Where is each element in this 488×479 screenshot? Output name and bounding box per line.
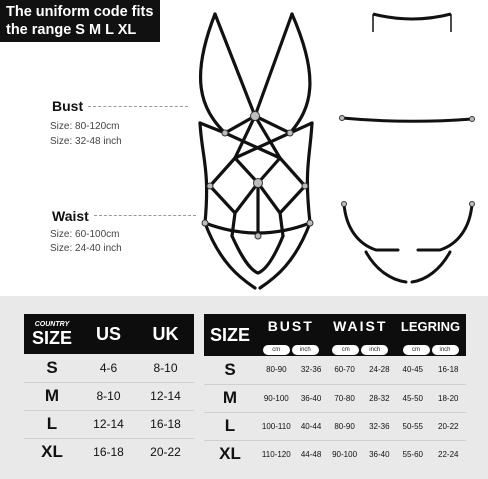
us-cell: 16-18 xyxy=(80,438,137,466)
size-cell: M xyxy=(204,384,256,412)
table-row xyxy=(24,382,194,410)
uk-cell: 16-18 xyxy=(137,410,194,438)
table-row xyxy=(24,354,194,382)
waist-inch-cell: 24-28 xyxy=(369,365,390,375)
uk-cell: 8-10 xyxy=(153,360,178,375)
unit-cm: cm xyxy=(263,345,290,355)
bust-label: Bust xyxy=(52,98,84,114)
table-row xyxy=(204,384,466,412)
waist-column-header: WAIST xyxy=(333,318,388,334)
unit-cm: cm xyxy=(332,345,359,355)
waist-inch-cell: 32-36 xyxy=(364,412,395,440)
size-cell: S xyxy=(46,357,58,377)
waist-inch-cell: 28-32 xyxy=(364,384,395,412)
size-range-banner xyxy=(0,0,160,42)
size-label: SIZE xyxy=(31,328,72,348)
bust-cm-cell: 90-100 xyxy=(256,384,297,412)
size-cell: L xyxy=(24,410,80,438)
legring-inch-cell: 20-22 xyxy=(430,412,466,440)
size-cell: L xyxy=(204,412,256,440)
us-column-header: US xyxy=(95,323,121,344)
table-row xyxy=(204,356,466,384)
size-cell: XL xyxy=(204,440,256,468)
bust-cm-cell: 80-90 xyxy=(266,365,287,375)
unit-inch: inch xyxy=(361,345,388,355)
uk-cell: 12-14 xyxy=(137,382,194,410)
measurement-size-table xyxy=(204,314,466,468)
leg-ring-detail-illustration xyxy=(336,198,480,288)
waist-units xyxy=(326,338,396,356)
collar-detail-illustration xyxy=(368,6,456,38)
bust-cm-cell: 110-120 xyxy=(256,440,297,468)
unit-inch: inch xyxy=(432,345,459,355)
country-size-table-header xyxy=(24,314,194,354)
bust-cm-cell: 100-110 xyxy=(256,412,297,440)
bust-leader-line xyxy=(88,106,188,107)
bust-inch-cell: 44-48 xyxy=(297,440,326,468)
size-column-header: SIZE xyxy=(209,324,250,345)
waist-size-cm: Size: 60-100cm xyxy=(50,229,120,240)
waist-cm-cell: 80-90 xyxy=(326,412,364,440)
size-cell: S xyxy=(224,359,236,379)
uk-column-header: UK xyxy=(152,323,179,344)
waist-label: Waist xyxy=(52,208,89,224)
unit-cm: cm xyxy=(403,345,430,355)
legring-inch-cell: 18-20 xyxy=(430,384,466,412)
harness-bodysuit-illustration xyxy=(180,8,335,293)
country-size-header-cell xyxy=(24,314,80,354)
bust-inch-cell: 36-40 xyxy=(297,384,326,412)
waist-inch-cell: 36-40 xyxy=(364,440,395,468)
waist-cm-cell: 70-80 xyxy=(326,384,364,412)
bust-band-detail-illustration xyxy=(338,110,478,130)
bust-size-inch: Size: 32-48 inch xyxy=(50,136,122,147)
legring-inch-cell: 22-24 xyxy=(430,440,466,468)
measurement-table-header xyxy=(204,314,466,338)
table-row xyxy=(204,412,466,440)
size-cell: XL xyxy=(24,438,80,466)
waist-cm-cell: 60-70 xyxy=(334,365,355,375)
legring-cm-cell: 45-50 xyxy=(395,384,430,412)
us-cell: 12-14 xyxy=(80,410,137,438)
table-row xyxy=(204,440,466,468)
us-cell: 4-6 xyxy=(99,360,118,375)
legring-cm-cell: 40-45 xyxy=(402,365,423,375)
bust-size-cm: Size: 80-120cm xyxy=(50,121,120,132)
legring-units xyxy=(395,338,466,356)
uk-cell: 20-22 xyxy=(137,438,194,466)
banner-line-2: the range S M L XL xyxy=(6,22,137,38)
legring-cm-cell: 50-55 xyxy=(395,412,430,440)
legring-column-header: LEGRING xyxy=(400,318,461,334)
size-cell: M xyxy=(24,382,80,410)
legring-inch-cell: 16-18 xyxy=(438,365,459,375)
unit-inch: inch xyxy=(292,345,319,355)
table-row xyxy=(24,438,194,466)
bust-units xyxy=(256,338,326,356)
bust-inch-cell: 32-36 xyxy=(300,365,322,375)
country-size-table xyxy=(24,314,194,466)
country-label: COUNTRY xyxy=(34,321,70,328)
banner-line-1: The uniform code fits xyxy=(6,4,154,20)
waist-cm-cell: 90-100 xyxy=(326,440,364,468)
table-row xyxy=(24,410,194,438)
bust-column-header: BUST xyxy=(267,318,314,334)
waist-size-inch: Size: 24-40 inch xyxy=(50,243,122,254)
legring-cm-cell: 55-60 xyxy=(395,440,430,468)
bust-inch-cell: 40-44 xyxy=(297,412,326,440)
us-cell: 8-10 xyxy=(80,382,137,410)
